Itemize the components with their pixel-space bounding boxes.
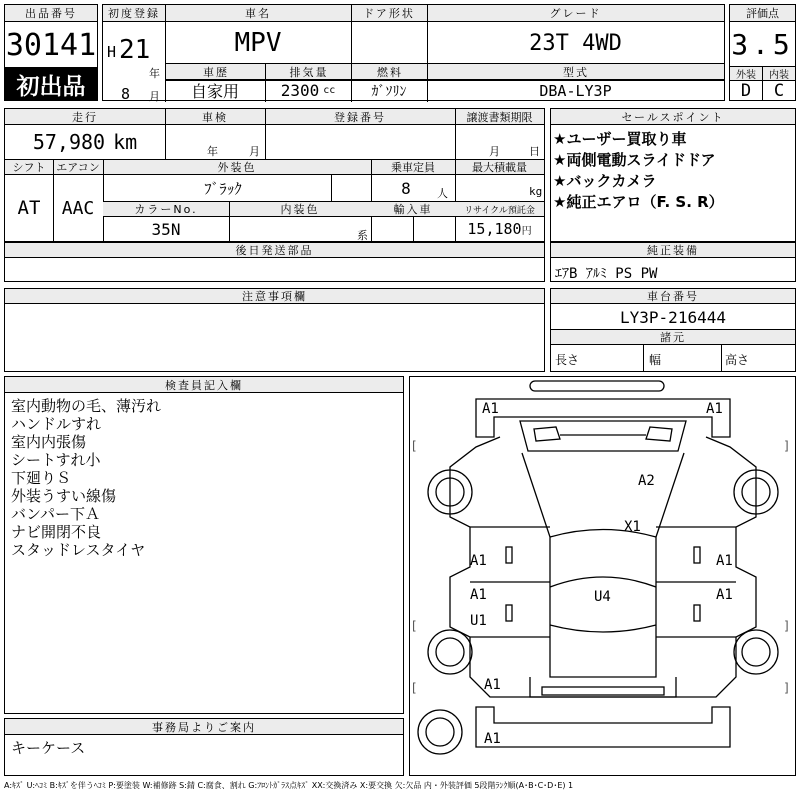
fuel-label: 燃料 xyxy=(352,64,428,80)
lot-box xyxy=(4,4,98,101)
displacement-value: 2300 xyxy=(280,81,320,100)
model-label: 型式 xyxy=(428,64,724,80)
capacity-value: 8 xyxy=(401,178,411,198)
caution-label: 注意事項欄 xyxy=(5,289,544,304)
bracket-icon: ] xyxy=(784,619,789,633)
chassis-label: 車台番号 xyxy=(551,289,795,304)
first-reg-year: 21 xyxy=(119,35,151,65)
inspector-label: 検査員記入欄 xyxy=(5,377,403,393)
grade-value: 23T 4WD xyxy=(529,30,622,56)
model-value: DBA-LY3P xyxy=(539,81,612,100)
capacity-label: 乗車定員 xyxy=(371,160,455,175)
inspector-note: スタッドレスタイヤ xyxy=(11,541,146,559)
recycle-unit: 円 xyxy=(521,225,532,237)
inspector-note: ナビ開閉不良 xyxy=(11,523,102,541)
score-label: 評価点 xyxy=(730,5,795,22)
genuine-label: 純正装備 xyxy=(551,243,795,258)
bracket-icon: [ xyxy=(412,619,417,633)
chassis-box xyxy=(550,288,796,372)
transfer-month-unit: 月 xyxy=(489,145,500,158)
chassis-value: LY3P-216444 xyxy=(620,307,726,327)
first-listing-badge: 初出品 xyxy=(5,67,97,101)
bracket-icon: ] xyxy=(784,681,789,695)
transfer-day-unit: 日 xyxy=(529,145,540,158)
sales-point-item: ★ユーザー買取り車 xyxy=(553,130,687,148)
history-label: 車歴 xyxy=(166,64,266,80)
damage-mark: A1 xyxy=(484,731,501,747)
inspector-note: 外装うすい線傷 xyxy=(11,487,117,505)
first-reg-era: H xyxy=(107,43,117,61)
fuel-value: ｶﾞｿﾘﾝ xyxy=(371,83,407,100)
inspector-note: ハンドルすれ xyxy=(11,415,102,433)
damage-mark: A2 xyxy=(638,473,655,489)
mileage-value: 57,980 xyxy=(32,130,106,154)
genuine-box xyxy=(550,242,796,282)
mileage-cell xyxy=(5,125,165,159)
capacity-unit: 人 xyxy=(437,187,448,200)
mileage-label: 走行 xyxy=(5,109,165,125)
caution-box xyxy=(4,288,545,372)
sales-points-box xyxy=(550,108,796,242)
score-value: 3.5 xyxy=(731,27,794,61)
car-name-label: 車名 xyxy=(165,5,351,22)
recycle-cell xyxy=(455,217,544,241)
aircon-label: エアコン xyxy=(53,160,103,175)
first-reg-month: 8 xyxy=(121,85,131,103)
first-reg-label: 初度登録 xyxy=(103,5,165,22)
details-block xyxy=(4,108,545,242)
lot-number: 30141 xyxy=(5,27,97,63)
first-reg-month-unit: 月 xyxy=(149,90,160,103)
door-label: ドア形状 xyxy=(351,5,427,22)
office-value: キーケース xyxy=(11,739,86,757)
inspector-note: 下廻りＳ xyxy=(11,469,72,487)
int-score-label: 内装 xyxy=(763,67,795,81)
recycle-label: リサイクル預託金 xyxy=(455,202,544,217)
inspection-month-unit: 月 xyxy=(249,145,260,158)
displacement-unit: cc xyxy=(323,85,336,96)
car-name-value: MPV xyxy=(234,28,282,58)
lot-label: 出品番号 xyxy=(5,5,97,22)
office-label: 事務局よりご案内 xyxy=(5,719,403,735)
damage-mark: A1 xyxy=(484,677,501,693)
displacement-label: 排気量 xyxy=(266,64,352,80)
bracket-icon: ] xyxy=(784,439,789,453)
transfer-label: 譲渡書類期限 xyxy=(455,109,544,125)
later-parts-box xyxy=(4,242,545,282)
recycle-value: 15,180 xyxy=(467,220,522,238)
int-score: C xyxy=(773,81,785,101)
bracket-icon: [ xyxy=(412,439,417,453)
damage-mark: A1 xyxy=(482,401,499,417)
inspector-note: バンパー下Ａ xyxy=(11,505,100,523)
registration-label: 登録番号 xyxy=(265,109,455,125)
color-no-value: 35N xyxy=(151,219,181,239)
damage-mark: A1 xyxy=(706,401,723,417)
genuine-value: ｴｱB ｱﾙﾐ PS PW xyxy=(555,266,658,282)
damage-mark: U4 xyxy=(594,589,611,605)
color-no-label: カラーNo. xyxy=(103,202,229,217)
damage-mark: A1 xyxy=(470,553,487,569)
bracket-icon: [ xyxy=(412,681,417,695)
first-reg-year-unit: 年 xyxy=(149,67,160,80)
dims-height: 高さ xyxy=(725,353,750,367)
displacement-cell xyxy=(265,80,351,101)
inspector-box xyxy=(4,376,404,714)
import-label: 輸入車 xyxy=(371,202,455,217)
inspector-note: シートすれ小 xyxy=(11,451,101,469)
interior-color-suffix: 系 xyxy=(357,229,368,242)
ext-score-label: 外装 xyxy=(730,67,762,81)
damage-mark: U1 xyxy=(470,613,487,629)
car-outline-icon xyxy=(410,377,797,777)
score-box xyxy=(729,4,796,101)
shift-label: シフト xyxy=(5,160,53,175)
sales-points-label: セールスポイント xyxy=(551,109,795,125)
exterior-color-label: 外装色 xyxy=(103,160,371,175)
inspector-note: 室内動物の毛、薄汚れ xyxy=(11,397,162,415)
shift-value: AT xyxy=(17,197,41,219)
inspector-note: 室内内張傷 xyxy=(11,433,87,451)
damage-mark: A1 xyxy=(716,553,733,569)
inspection-label: 車検 xyxy=(165,109,265,125)
legend: A:ｷｽﾞ U:ﾍｺﾐ B:ｷｽﾞを伴うﾍｺﾐ P:要塗装 W:補修跡 S:錆 C:腐食、割れ G:ﾌﾛﾝﾄｶﾞﾗｽ点ｷｽﾞ XX:交換済み X:要交換 欠:欠品 内・外装評価 5段階ﾗﾝｸ順(A･B･C･D･E) 1 xyxy=(4,781,574,790)
dims-length: 長さ xyxy=(555,353,580,367)
aircon-value: AAC xyxy=(61,197,95,219)
later-parts-label: 後日発送部品 xyxy=(5,243,544,258)
dims-label: 諸元 xyxy=(551,330,795,345)
dims-width: 幅 xyxy=(649,353,662,367)
history-value: 自家用 xyxy=(190,82,239,101)
exterior-color-value: ﾌﾞﾗｯｸ xyxy=(204,179,242,198)
max-load-unit: kg xyxy=(529,185,543,198)
max-load-label: 最大積載量 xyxy=(455,160,544,175)
sales-points-list xyxy=(553,129,724,213)
office-box xyxy=(4,718,404,776)
header-block xyxy=(102,4,725,101)
sales-point-item: ★両側電動スライドドア xyxy=(553,151,716,169)
damage-diagram xyxy=(409,376,796,776)
mileage-unit: km xyxy=(113,130,138,154)
inspection-year-unit: 年 xyxy=(207,145,218,158)
inspector-notes xyxy=(11,397,161,559)
damage-mark: A1 xyxy=(470,587,487,603)
sales-point-item: ★純正エアロ（F. S. R） xyxy=(553,193,724,211)
interior-color-label: 内装色 xyxy=(229,202,371,217)
grade-label: グレード xyxy=(427,5,724,22)
damage-mark: A1 xyxy=(716,587,733,603)
damage-mark: X1 xyxy=(624,519,641,535)
sales-point-item: ★バックカメラ xyxy=(553,172,657,190)
ext-score: D xyxy=(740,81,752,101)
